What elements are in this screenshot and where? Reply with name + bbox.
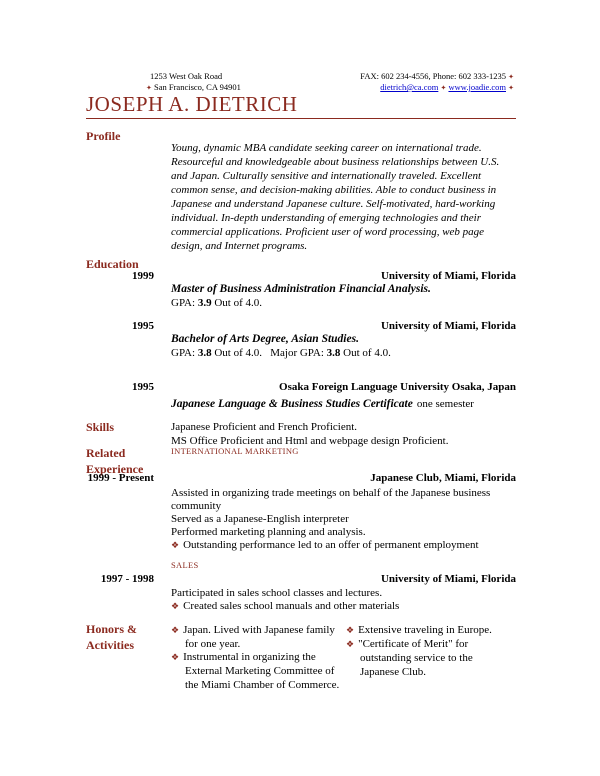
honors-heading-line2: Activities [86,638,134,652]
job-duty: Assisted in organizing trade meetings on behalf of the Japanese business [171,487,491,499]
diamond-bullet-icon: ❖ [171,625,180,635]
education-year: 1995 [132,320,154,332]
email-link[interactable]: dietrich@ca.com [380,82,439,92]
job-duty: Served as a Japanese-English interpreter [171,513,349,525]
honors-heading [86,621,137,653]
skills-line: Japanese Proficient and French Proficient. [171,421,358,433]
diamond-bullet-icon: ❖ [346,625,355,635]
diamond-bullet-icon: ❖ [346,639,355,649]
address-line1: 1253 West Oak Road [150,71,223,81]
profile-text: Young, dynamic MBA candidate seeking career on international trade. Resourceful and knowledgeable about business relationships between U.S. and Japan. Culturally sensitive and internationally traveled. Excellent common sense, and decision-making abilities. Able to conduct business in Japanese and understand Japanese culture. Self-motivated, hard-working individual. In-depth understanding of emerging technologies and their commercial applications. Proficient user of word processing, web page design, and Internet programs. [171,142,500,252]
phone-text: FAX: 602 234-4556, Phone: 602 333-1235 [360,71,506,81]
honor-item [346,637,516,679]
job-bullet [171,599,399,613]
header-rule [86,118,516,119]
honor-item [171,623,341,651]
honor-text: for one year. [185,638,241,650]
experience-heading-line1: Related [86,446,126,460]
applicant-name: JOSEPH A. DIETRICH [86,92,298,116]
education-gpa [171,346,391,360]
website-link[interactable]: www.joadie.com [448,82,506,92]
profile-heading: Profile [86,129,121,143]
education-institution: University of Miami, Florida [380,320,516,332]
honor-text: Japanese Club. [360,666,426,678]
gpa-value: 3.9 [197,297,212,309]
honor-text: "Certificate of Merit" for [358,638,469,650]
skills-heading: Skills [86,420,115,434]
star-separator-icon: ✦ [508,73,514,81]
honor-text: the Miami Chamber of Commerce. [185,679,340,691]
education-degree: Master of Business Administration Financial Analysis. [171,283,431,295]
skills-line: MS Office Proficient and Html and webpage design Proficient. [171,435,449,447]
education-year: 1999 [132,270,154,282]
major-gpa-value: 3.8 [326,347,341,359]
job-bullet [171,538,479,552]
education-degree [171,394,474,412]
gpa-label: GPA: [171,347,196,359]
job-title: INTERNATIONAL MARKETING [171,446,299,456]
job-period: 1997 - 1998 [100,573,154,585]
job-duty: community [171,500,222,512]
honor-item [171,650,341,692]
honor-text: Instrumental in organizing the [183,651,316,663]
certificate-title: Japanese Language & Business Studies Certificate [171,398,413,410]
job-title: SALES [171,560,199,570]
honors-heading-line1: Honors & [86,622,137,636]
star-separator-icon: ✦ [440,84,447,92]
honor-text: Extensive traveling in Europe. [358,624,492,636]
gpa-rest: Out of 4.0. [214,347,262,359]
job-duty: Participated in sales school classes and lectures. [171,587,383,599]
education-institution: Osaka Foreign Language University Osaka, Japan [279,381,516,393]
experience-heading-line2: Experience [86,462,144,476]
job-organization: University of Miami, Florida [380,573,516,585]
certificate-suffix: one semester [416,398,474,410]
education-institution: University of Miami, Florida [380,270,516,282]
star-separator-icon: ✦ [146,84,152,92]
gpa-rest: Out of 4.0. [214,297,262,309]
honor-text: outstanding service to the [360,652,473,664]
education-gpa [171,296,262,310]
major-gpa-label: Major GPA: [270,347,324,359]
address-line2-text: San Francisco, CA 94901 [154,82,241,92]
honor-text: External Marketing Committee of [185,665,335,677]
job-bullet-text: Outstanding performance led to an offer of permanent employment [183,539,479,551]
major-gpa-rest: Out of 4.0. [343,347,391,359]
education-year: 1995 [132,381,154,393]
job-organization: Japanese Club, Miami, Florida [370,472,516,484]
star-separator-icon: ✦ [508,84,514,92]
job-duty: Performed marketing planning and analysis. [171,526,366,538]
education-heading: Education [86,257,139,271]
diamond-bullet-icon: ❖ [171,540,180,550]
gpa-label: GPA: [171,297,196,309]
job-period: 1999 - Present [87,472,154,484]
diamond-bullet-icon: ❖ [171,601,180,611]
honor-text: Japan. Lived with Japanese family [183,624,335,636]
honor-item [346,623,516,637]
gpa-value: 3.8 [197,347,212,359]
diamond-bullet-icon: ❖ [171,652,180,662]
contact-links [380,82,514,94]
job-bullet-text: Created sales school manuals and other materials [183,600,400,612]
education-degree: Bachelor of Arts Degree, Asian Studies. [171,333,359,345]
